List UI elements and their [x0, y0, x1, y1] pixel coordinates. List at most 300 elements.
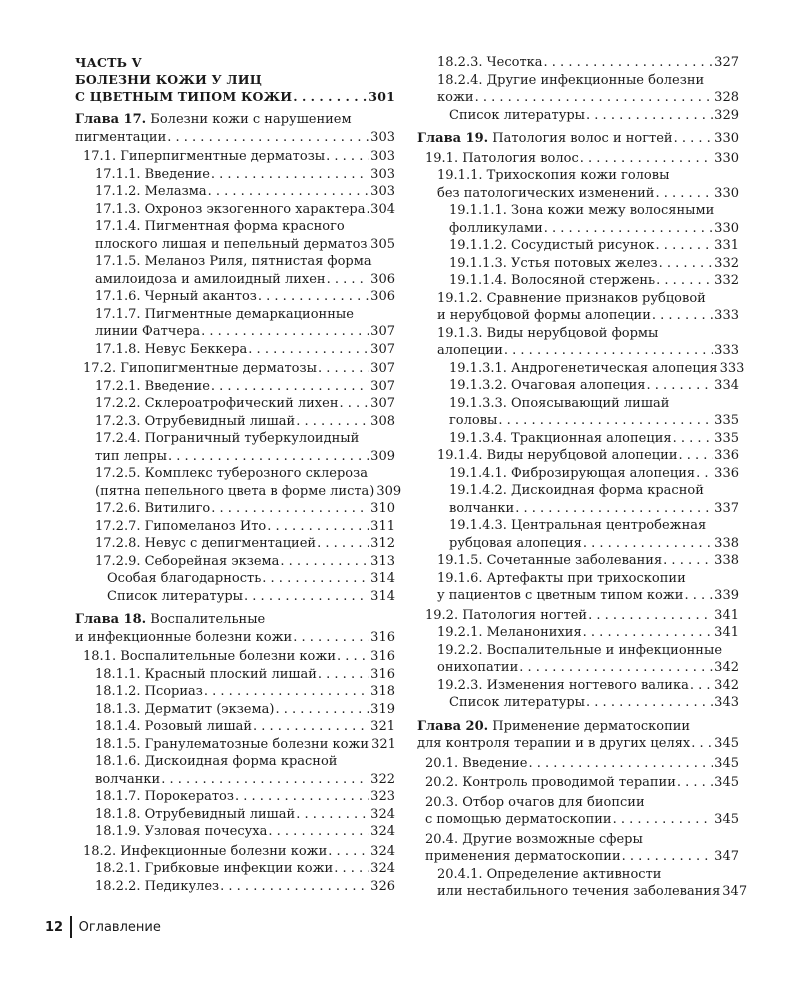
- dot-leader: [696, 465, 713, 483]
- entry-title: 17.1.6. Черный акантоз: [95, 289, 257, 304]
- entry-row: [75, 413, 395, 431]
- entry-title-line: 17.2.5. Комплекс туберозного склероза: [95, 466, 368, 481]
- entry-row: [75, 341, 395, 359]
- toc-entry: [417, 395, 739, 430]
- toc-entry: [75, 413, 395, 431]
- dot-leader: [296, 413, 369, 431]
- toc-entry: [417, 430, 739, 448]
- toc-entry: [75, 518, 395, 536]
- dot-leader: [366, 201, 369, 219]
- page-ref: 342: [714, 660, 739, 675]
- toc-entry: [75, 201, 395, 219]
- page-ref: 341: [714, 607, 739, 623]
- entry-row: [75, 500, 395, 518]
- dot-leader: [201, 323, 369, 341]
- entry-title: 18.2.3. Чесотка: [437, 55, 543, 70]
- toc-chapter: [75, 611, 395, 646]
- page-ref: 334: [714, 378, 739, 393]
- chapter-number: Глава 18.: [75, 612, 147, 627]
- chapter-title: Применение дерматоскопии: [488, 718, 691, 734]
- dot-leader: [268, 823, 369, 841]
- entry-row: [75, 843, 395, 861]
- entry-title: (пятна пепельного цвета в форме листа): [95, 483, 375, 499]
- entry-title: линии Фатчера: [95, 324, 201, 339]
- page-ref: 337: [714, 500, 739, 516]
- toc-entry: [75, 341, 395, 359]
- entry-row: [75, 201, 395, 219]
- toc-entry: [75, 878, 395, 896]
- entry-row: [417, 220, 739, 238]
- page-ref: 307: [370, 396, 395, 411]
- page-ref: 328: [714, 90, 739, 105]
- toc-entry: [417, 866, 748, 901]
- toc-entry: [417, 517, 739, 552]
- entry-title: 18.1.4. Розовый лишай: [95, 719, 252, 734]
- entry-title: головы: [449, 413, 498, 428]
- page-ref: 335: [714, 413, 739, 428]
- page-ref: 301: [368, 89, 395, 104]
- toc-entry: [75, 535, 395, 553]
- chapter-heading-line: [75, 129, 395, 147]
- toc-entry: [417, 624, 739, 642]
- page-ref: 307: [370, 361, 395, 376]
- toc-entry: [75, 253, 395, 288]
- page-ref: 309: [370, 448, 395, 464]
- dot-leader: [673, 430, 714, 448]
- page-ref: 345: [714, 775, 739, 790]
- entry-title: и нерубцовой формы алопеции: [437, 308, 651, 323]
- page-ref: 326: [370, 878, 395, 894]
- toc-entry: [417, 607, 739, 625]
- chapter-title: и инфекционные болезни кожи: [75, 629, 293, 645]
- entry-title: 19.1.5. Сочетанные заболевания: [437, 553, 663, 568]
- dot-leader: [519, 659, 713, 677]
- dot-leader: [339, 395, 369, 413]
- entry-title-line: 20.4. Другие возможные сферы: [425, 831, 643, 847]
- dot-leader: [544, 54, 714, 72]
- toc-entry: [417, 570, 739, 605]
- entry-row: [417, 107, 739, 125]
- entry-row: [75, 378, 395, 396]
- toc-entry: [75, 648, 395, 666]
- entry-row: [417, 624, 739, 642]
- entry-row: [417, 535, 739, 553]
- page-ref: 323: [370, 789, 395, 804]
- entry-title: Список литературы: [107, 588, 244, 604]
- entry-title: 19.2. Патология ногтей: [425, 607, 588, 623]
- chapter-heading-line: [417, 735, 739, 753]
- entry-row: [417, 607, 739, 625]
- page-ref: 342: [714, 677, 739, 693]
- dot-leader: [220, 878, 369, 896]
- entry-title: 19.1.1.2. Сосудистый рисунок: [449, 238, 655, 253]
- dot-leader: [280, 553, 369, 571]
- entry-row: [75, 535, 395, 553]
- entry-title: 18.1.8. Отрубевидный лишай: [95, 806, 296, 822]
- entry-row: [417, 659, 739, 677]
- dot-leader: [244, 588, 369, 606]
- toc-entry: [417, 72, 739, 107]
- dot-leader: [529, 755, 714, 773]
- part-heading-line: [75, 88, 395, 105]
- page-ref: 339: [714, 588, 739, 603]
- entry-title: 19.1.1.3. Устья потовых желез: [449, 255, 658, 271]
- chapter-title: Воспалительные: [146, 612, 266, 627]
- entry-row: [417, 89, 739, 107]
- entry-row: [417, 150, 739, 168]
- toc-entry: [75, 360, 395, 378]
- entry-row: [75, 683, 395, 701]
- entry-title-line: 18.1.6. Дискоидная форма красной: [95, 754, 338, 769]
- entry-title: 17.1.2. Мелазма: [95, 184, 207, 199]
- dot-leader: [326, 148, 369, 166]
- toc-entry: [417, 377, 739, 395]
- entry-row: [75, 395, 395, 413]
- toc-entry: [75, 701, 395, 719]
- entry-row: [417, 774, 739, 792]
- chapter-heading-line: [417, 718, 739, 736]
- entry-row: [75, 448, 395, 466]
- dot-leader: [515, 500, 713, 518]
- entry-title: 18.1.1. Красный плоский лишай: [95, 666, 317, 682]
- page-ref: 324: [370, 806, 395, 822]
- page-ref: 338: [714, 535, 739, 551]
- entry-row: [417, 377, 739, 395]
- entry-title-line: 17.1.5. Меланоз Риля, пятнистая форма: [95, 254, 372, 269]
- dot-leader: [690, 677, 713, 695]
- page-ref: 310: [370, 501, 395, 516]
- page-ref: 347: [722, 884, 748, 899]
- entry-title: 17.2.8. Невус с депигментацией: [95, 536, 317, 551]
- entry-title-line: 19.1.3.3. Опоясывающий лишай: [449, 395, 670, 411]
- toc-entry: [417, 794, 739, 829]
- entry-row: [417, 447, 739, 465]
- page-ref: 308: [370, 413, 395, 429]
- page-ref: 303: [370, 184, 395, 199]
- toc-entry: [417, 202, 739, 237]
- toc-entry: [417, 755, 739, 773]
- toc-entry: [417, 360, 745, 378]
- page-ref: 316: [370, 629, 395, 645]
- chapter-title: для контроля терапии и в других целях: [417, 736, 691, 751]
- entry-title: 17.1.3. Охроноз экзогенного характера: [95, 201, 366, 217]
- entry-title-line: 19.1.3. Виды нерубцовой формы: [437, 325, 659, 341]
- page-ref: 319: [370, 701, 395, 717]
- page-ref: 330: [714, 150, 739, 166]
- entry-title: 20.1. Введение: [425, 755, 528, 771]
- dot-leader: [267, 518, 369, 536]
- page-ref: 327: [714, 55, 739, 70]
- toc-entry: [75, 823, 395, 841]
- page-ref: 343: [714, 695, 739, 710]
- dot-leader: [318, 360, 369, 378]
- toc-entry: [75, 718, 395, 736]
- entry-title: 18.1.2. Псориаз: [95, 684, 203, 699]
- page-footer: [45, 916, 161, 938]
- toc-entry: [75, 148, 395, 166]
- entry-title: 18.1.9. Узловая почесуха: [95, 824, 268, 839]
- chapter-heading-line: [75, 111, 395, 129]
- entry-row: [417, 755, 739, 773]
- toc-chapter: [417, 718, 739, 753]
- entry-title-line: 19.1.6. Артефакты при трихоскопии: [437, 570, 686, 586]
- entry-row: [75, 860, 395, 878]
- entry-title: 17.2.9. Себорейная экзема: [95, 553, 280, 569]
- dot-leader: [583, 535, 713, 553]
- dot-leader: [248, 341, 369, 359]
- entry-title: Особая благодарность: [107, 571, 262, 586]
- page-ref: 306: [370, 289, 395, 304]
- entry-title: 19.1.3.1. Андрогенетическая алопеция: [449, 360, 718, 376]
- chapter-heading-line: [75, 611, 395, 629]
- entry-title: рубцовая алопеция: [449, 535, 582, 551]
- page-ref: 336: [714, 448, 739, 463]
- dot-leader: [652, 307, 713, 325]
- page-ref: 311: [370, 518, 395, 534]
- toc-entry: [75, 500, 395, 518]
- dot-leader: [334, 860, 369, 878]
- entry-title: 19.1. Патология волос: [425, 150, 579, 166]
- entry-title: 18.1.5. Гранулематозные болезни кожи: [95, 736, 370, 752]
- entry-title-line: 19.1.2. Сравнение признаков рубцовой: [437, 290, 706, 306]
- page-ref: 305: [370, 236, 395, 252]
- entry-title: 19.1.3.4. Тракционная алопеция: [449, 430, 672, 446]
- page-ref: 332: [714, 273, 739, 288]
- entry-title: применения дерматоскопии: [425, 849, 621, 864]
- toc-entry: [75, 378, 395, 396]
- entry-title: без патологических изменений: [437, 185, 655, 201]
- page-ref: 307: [370, 378, 395, 394]
- entry-title: 20.2. Контроль проводимой терапии: [425, 775, 676, 790]
- chapter-title: Патология волос и ногтей: [488, 131, 673, 146]
- page-ref: 306: [370, 271, 395, 287]
- dot-leader: [275, 701, 369, 719]
- entry-row: [75, 570, 395, 588]
- chapter-number: Глава 20.: [417, 718, 489, 734]
- toc-entry: [417, 290, 739, 325]
- entry-title: 18.2.2. Педикулез: [95, 878, 220, 894]
- toc-entry: [75, 430, 395, 465]
- entry-title: с помощью дерматоскопии: [425, 812, 612, 827]
- entry-title: 17.2.2. Склероатрофический лихен: [95, 396, 339, 411]
- page-ref: 303: [370, 149, 395, 164]
- page-ref: 331: [714, 238, 739, 253]
- dot-leader: [659, 255, 714, 273]
- dot-leader: [167, 129, 369, 147]
- entry-title: 19.1.4.1. Фиброзирующая алопеция: [449, 465, 696, 481]
- dot-leader: [544, 220, 713, 238]
- page-ref: 333: [714, 308, 739, 323]
- dot-leader: [586, 107, 713, 125]
- page-ref: 335: [714, 430, 739, 446]
- entry-row: [75, 878, 395, 896]
- dot-leader: [691, 735, 713, 753]
- entry-row: [417, 677, 739, 695]
- dot-leader: [498, 412, 713, 430]
- entry-row: [417, 342, 739, 360]
- page-ref: 324: [370, 861, 395, 876]
- entry-title: 17.2. Гипопигментные дерматозы: [83, 361, 317, 376]
- chapter-heading-text: [417, 130, 673, 148]
- entry-title: 18.1.3. Дерматит (экзема): [95, 701, 275, 717]
- toc-entry: [75, 288, 395, 306]
- toc-entry: [75, 588, 395, 606]
- toc-entry: [417, 465, 739, 483]
- entry-row: [417, 185, 739, 203]
- toc-entry: [75, 753, 395, 788]
- toc-entry: [75, 306, 395, 341]
- page-ref: 341: [714, 625, 739, 640]
- toc-entry: [75, 666, 395, 684]
- toc-entry: [75, 570, 395, 588]
- dot-leader: [369, 236, 370, 254]
- dot-leader: [613, 811, 714, 829]
- toc-part: [75, 54, 395, 105]
- toc-entry: [417, 774, 739, 792]
- page-ref: 307: [370, 341, 395, 357]
- entry-row: [75, 271, 395, 289]
- toc-entry: [417, 642, 739, 677]
- page-ref: 321: [371, 736, 396, 752]
- chapter-heading-line: [75, 629, 395, 647]
- toc-entry: [417, 167, 739, 202]
- dot-leader: [262, 570, 369, 588]
- page-ref: 324: [370, 843, 395, 859]
- dot-leader: [337, 648, 369, 666]
- entry-row: [75, 288, 395, 306]
- chapter-number: Глава 19.: [417, 131, 489, 146]
- page-ref: 303: [370, 166, 395, 182]
- toc-column-right: [417, 54, 748, 901]
- toc-entry: [75, 683, 395, 701]
- toc-entry: [417, 107, 739, 125]
- dot-leader: [655, 185, 713, 203]
- toc-entry: [75, 395, 395, 413]
- dot-leader: [211, 166, 369, 184]
- chapter-number: Глава 17.: [75, 112, 147, 127]
- entry-row: [75, 701, 395, 719]
- dot-leader: [204, 683, 369, 701]
- entry-title-line: 19.1.1.1. Зона кожи межу волосяными: [449, 203, 715, 218]
- dot-leader: [588, 607, 713, 625]
- page-ref: 316: [370, 666, 395, 682]
- entry-row: [417, 360, 745, 378]
- entry-row: [75, 518, 395, 536]
- entry-row: [75, 823, 395, 841]
- toc-entry: [75, 553, 395, 571]
- entry-title: 18.1.7. Порокератоз: [95, 789, 234, 804]
- dot-leader: [475, 89, 714, 107]
- page-ref: 330: [714, 220, 739, 236]
- footer-divider: [70, 916, 72, 938]
- toc-entry: [417, 325, 739, 360]
- entry-row: [75, 148, 395, 166]
- entry-title: 17.2.6. Витилиго: [95, 501, 211, 516]
- toc-entry: [75, 843, 395, 861]
- dot-leader: [235, 788, 369, 806]
- dot-leader: [253, 718, 369, 736]
- page-ref: 313: [370, 553, 395, 569]
- page-ref: 338: [714, 553, 739, 568]
- page-ref: 309: [376, 483, 402, 499]
- entry-title-line: 20.4.1. Определение активности: [437, 866, 662, 882]
- entry-row: [417, 694, 739, 712]
- page-ref: 314: [370, 571, 395, 586]
- entry-row: [417, 465, 739, 483]
- entry-title: 18.2.1. Грибковые инфекции кожи: [95, 861, 334, 876]
- entry-row: [417, 412, 739, 430]
- entry-title: или нестабильного течения заболевания: [437, 884, 721, 899]
- entry-row: [75, 771, 395, 789]
- page-ref: 312: [370, 536, 395, 551]
- dot-leader: [327, 271, 370, 289]
- entry-title: у пациентов с цветным типом кожи: [437, 588, 684, 603]
- toc-entry: [417, 677, 739, 695]
- toc-entry: [75, 806, 395, 824]
- dot-leader: [586, 694, 713, 712]
- page-ref: 345: [714, 755, 739, 771]
- toc-entry: [75, 860, 395, 878]
- page-ref: 330: [714, 131, 739, 146]
- page-ref: 303: [370, 129, 395, 145]
- dot-leader: [678, 447, 713, 465]
- entry-title: Список литературы: [449, 695, 586, 710]
- toc-entry: [417, 482, 739, 517]
- entry-row: [417, 237, 739, 255]
- toc-entry: [417, 272, 739, 290]
- entry-title-line: 17.1.4. Пигментная форма красного: [95, 219, 345, 234]
- part-heading-line: БОЛЕЗНИ КОЖИ У ЛИЦ: [75, 72, 262, 87]
- entry-title: 17.2.1. Введение: [95, 378, 210, 394]
- page-ref: 304: [370, 201, 395, 217]
- dot-leader: [318, 666, 369, 684]
- entry-row: [417, 552, 739, 570]
- dot-leader: [663, 552, 713, 570]
- page-ref: 314: [370, 588, 395, 604]
- page-ref: 336: [714, 465, 739, 481]
- page-ref: 316: [370, 649, 395, 664]
- page-ref: 324: [370, 824, 395, 839]
- entry-title: С ЦВЕТНЫМ ТИПОМ КОЖИ: [75, 89, 293, 104]
- running-title: Оглавление: [78, 919, 161, 935]
- toc-entry: [75, 183, 395, 201]
- toc-entry: [417, 447, 739, 465]
- page-ref: 329: [714, 107, 739, 123]
- entry-title: 17.1.8. Невус Беккера: [95, 341, 248, 357]
- chapter-title: Болезни кожи с нарушением: [146, 112, 352, 127]
- dot-leader: [656, 272, 713, 290]
- dot-leader: [328, 843, 369, 861]
- entry-title: 17.2.7. Гипомеланоз Ито: [95, 518, 267, 534]
- entry-row: [75, 553, 395, 571]
- toc-entry: [75, 788, 395, 806]
- toc-entry: [417, 694, 739, 712]
- toc-entry: [75, 465, 402, 500]
- part-heading-line: ЧАСТЬ V: [75, 55, 142, 70]
- entry-row: [417, 272, 739, 290]
- entry-row: [75, 323, 395, 341]
- entry-row: [75, 236, 395, 254]
- entry-title: 19.1.4. Виды нерубцовой алопеции: [437, 448, 678, 463]
- dot-leader: [656, 237, 714, 255]
- dot-leader: [211, 500, 369, 518]
- entry-title-line: 19.2.2. Воспалительные и инфекционные: [437, 642, 723, 658]
- entry-title-line: 18.2.4. Другие инфекционные болезни: [437, 72, 705, 88]
- entry-row: [417, 500, 739, 518]
- entry-title: 17.2.3. Отрубевидный лишай: [95, 413, 296, 429]
- dot-leader: [211, 378, 369, 396]
- entry-title: фолликулами: [449, 220, 543, 236]
